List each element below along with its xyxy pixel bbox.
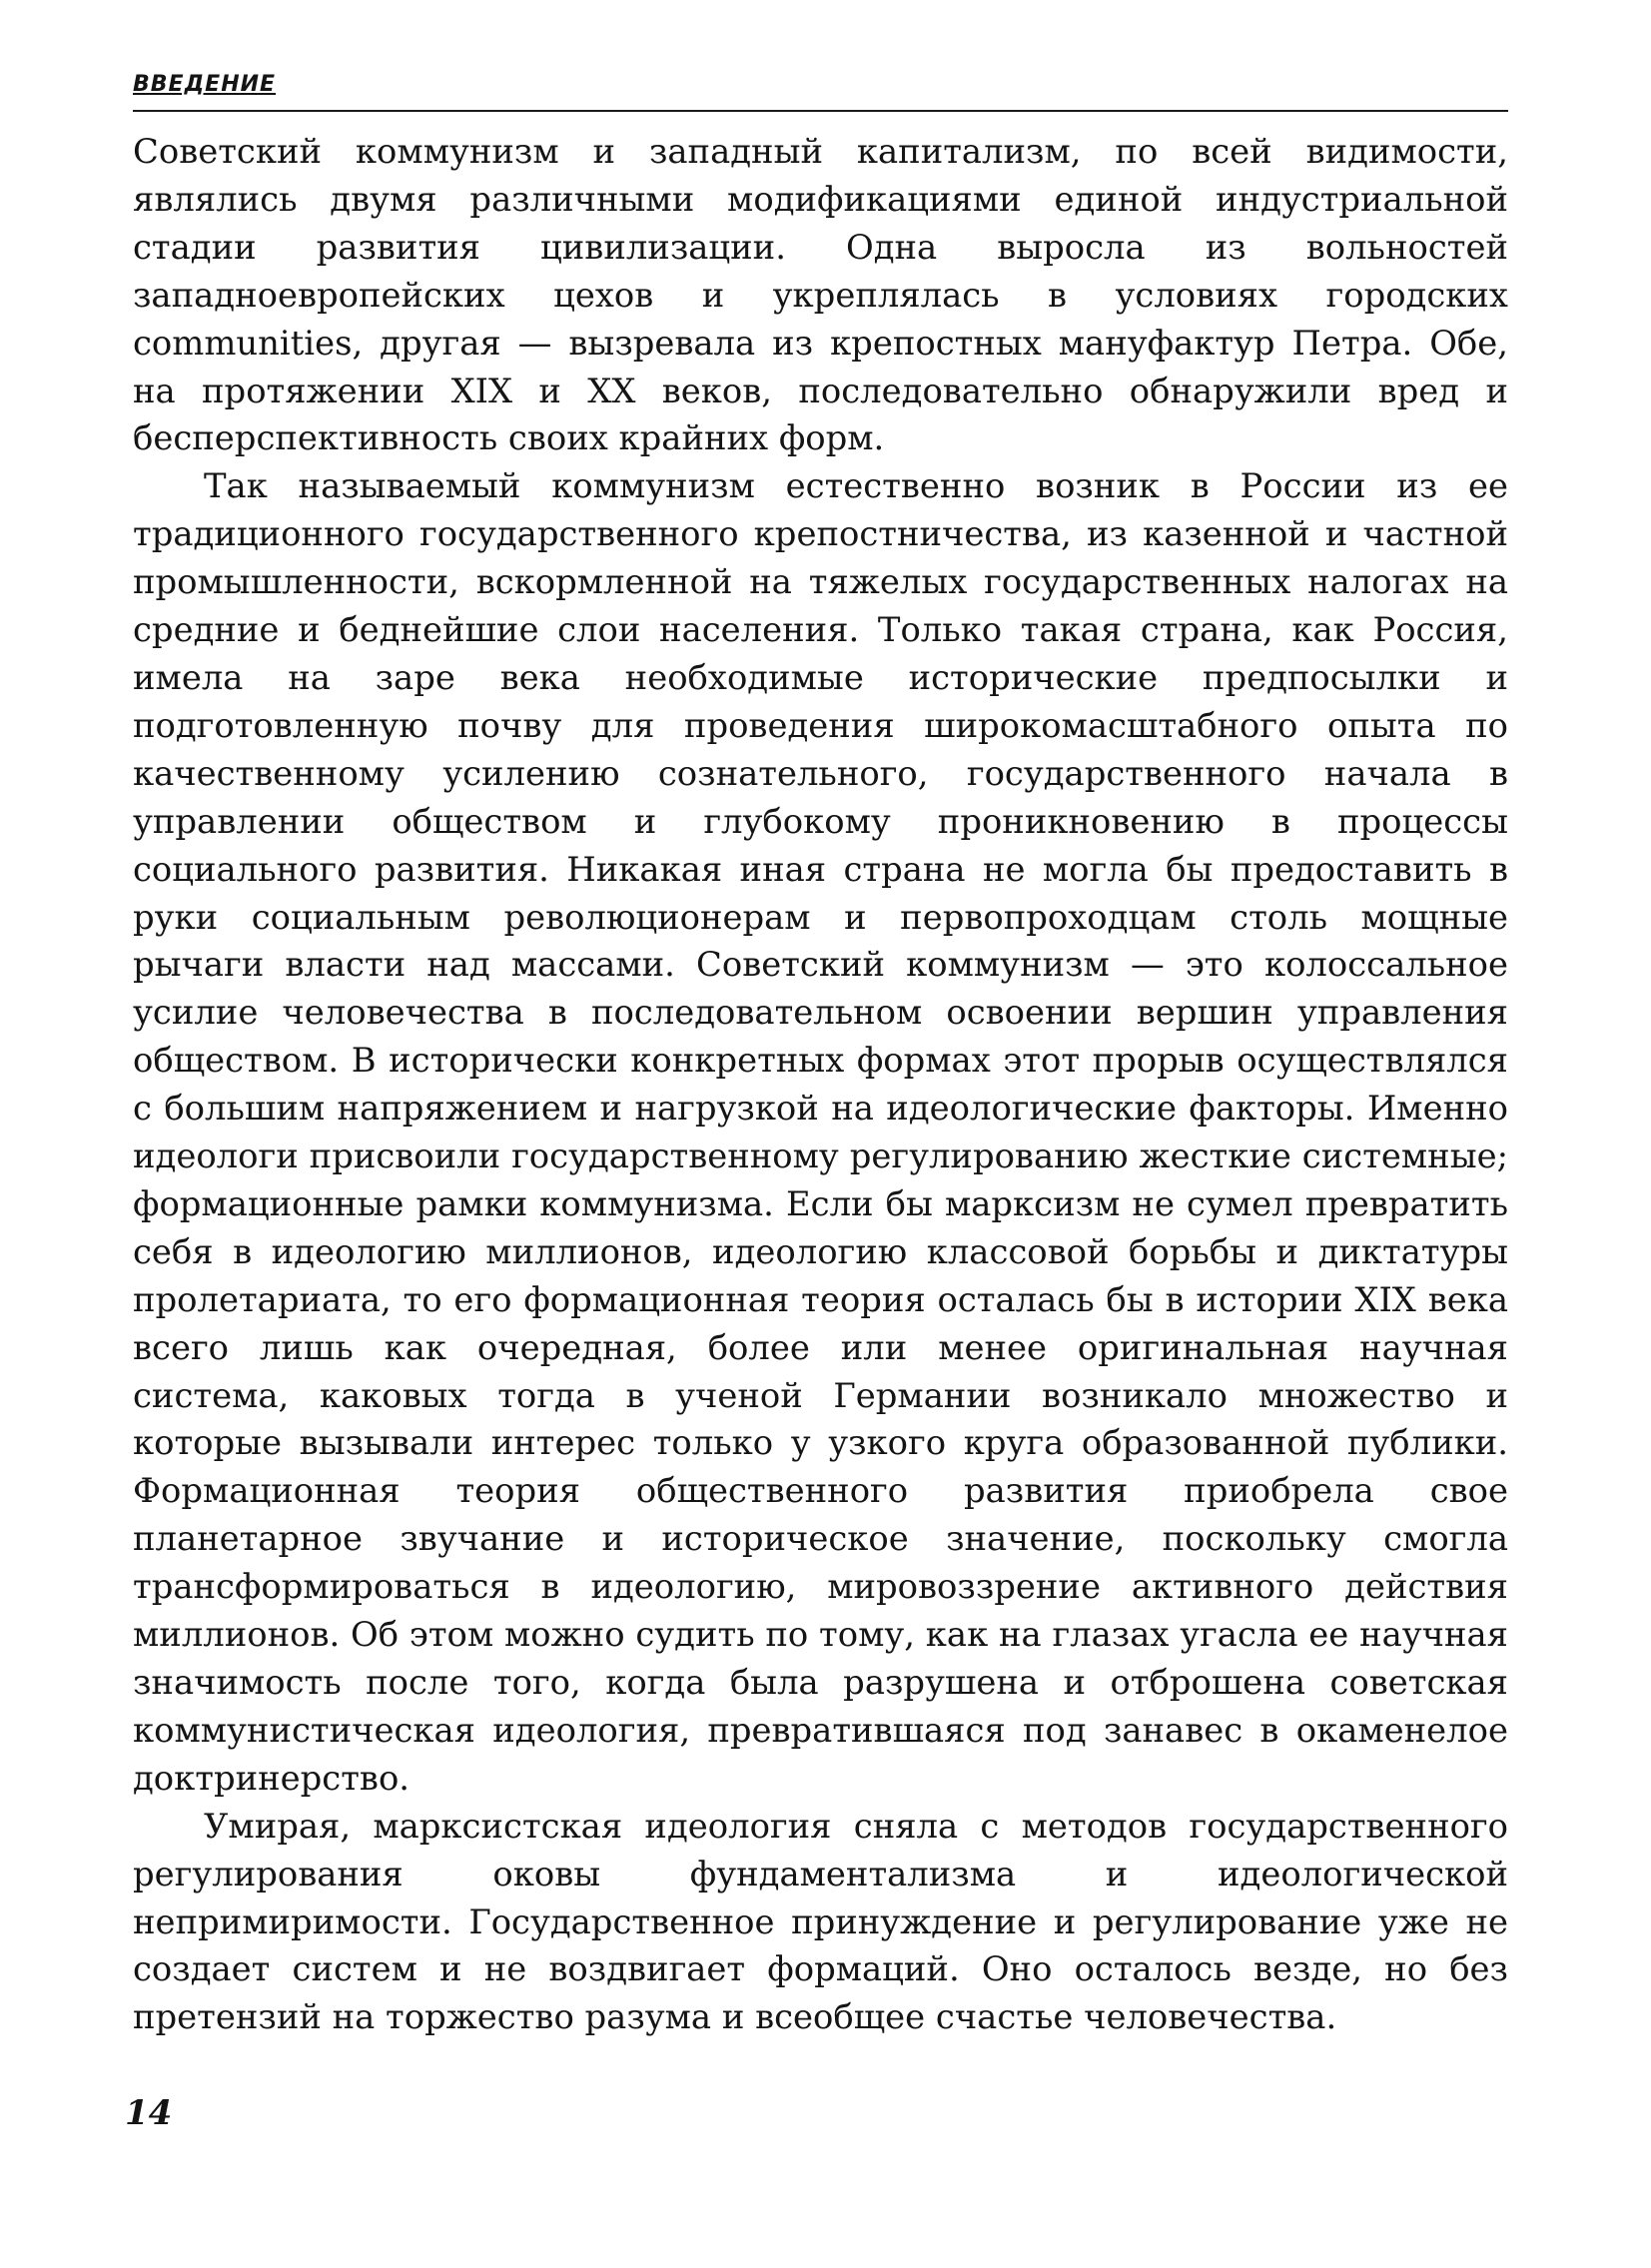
page-number: 14: [125, 2093, 173, 2133]
paragraph-3: Умирая, марксистская идеология сняла с методов государственного регулирования оковы фундаментализма и идеологической непримиримости. Государственное принуждение и регулирование уже не создает систем и не воздвигает формаций. Оно осталось везде, но без претензий на торжество разума и всеобщее счастье человечества.: [133, 1806, 1508, 2037]
running-header: [133, 70, 1508, 112]
main-text: [133, 128, 1508, 2041]
section-title: ВВЕДЕНИЕ: [133, 72, 277, 97]
paragraph-2: Так называемый коммунизм естественно возник в России из ее традиционного государственного крепостничества, из казенной и частной промышленности, вскормленной на тяжелых государственных налогах на средние и беднейшие слои населения. Только такая страна, как Россия, имела на заре века необходимые исторические предпосылки и подготовленную почву для проведения широкомасштабного опыта по качественному усилению сознательного, государственного начала в управлении обществом и глубокому проникновению в процессы социального развития. Никакая иная страна не могла бы предоставить в руки социальным революционерам и первопроходцам столь мощные рычаги власти над массами. Советский коммунизм — это колоссальное усилие человечества в последовательном освоении вершин управления обществом. В исторически конкретных формах этот прорыв осуществлялся с большим напряжением и нагрузкой на идеологические факторы. Именно идеологи присвоили государственному регулированию жесткие системные; формационные рамки коммунизма. Если бы марксизм не сумел превратить себя в идеологию миллионов, идеологию классовой борьбы и диктатуры пролетариата, то его формационная теория осталась бы в истории XIX века всего лишь как очередная, более или менее оригинальная научная система, каковых тогда в ученой Германии возникало множество и которые вызывали интерес только у узкого круга образованной публики. Формационная теория общественного развития приобрела свое планетарное звучание и историческое значение, поскольку смогла трансформироваться в идеологию, мировоззрение активного действия миллионов. Об этом можно судить по тому, как на глазах угасла ее научная значимость после того, когда была разрушена и отброшена советская коммунистическая идеология, превратившаяся под занавес в окаменелое доктринерство.: [133, 466, 1508, 1798]
paragraph-1: Советский коммунизм и западный капитализм, по всей видимости, являлись двумя различными модификациями единой индустриальной стадии развития цивилизации. Одна выросла из вольностей западноевропейских цехов и укреплялась в условиях городских communities, другая — вызревала из крепостных мануфактур Петра. Обе, на протяжении XIX и XX веков, последовательно обнаружили вред и бесперспективность своих крайних форм.: [133, 132, 1508, 458]
